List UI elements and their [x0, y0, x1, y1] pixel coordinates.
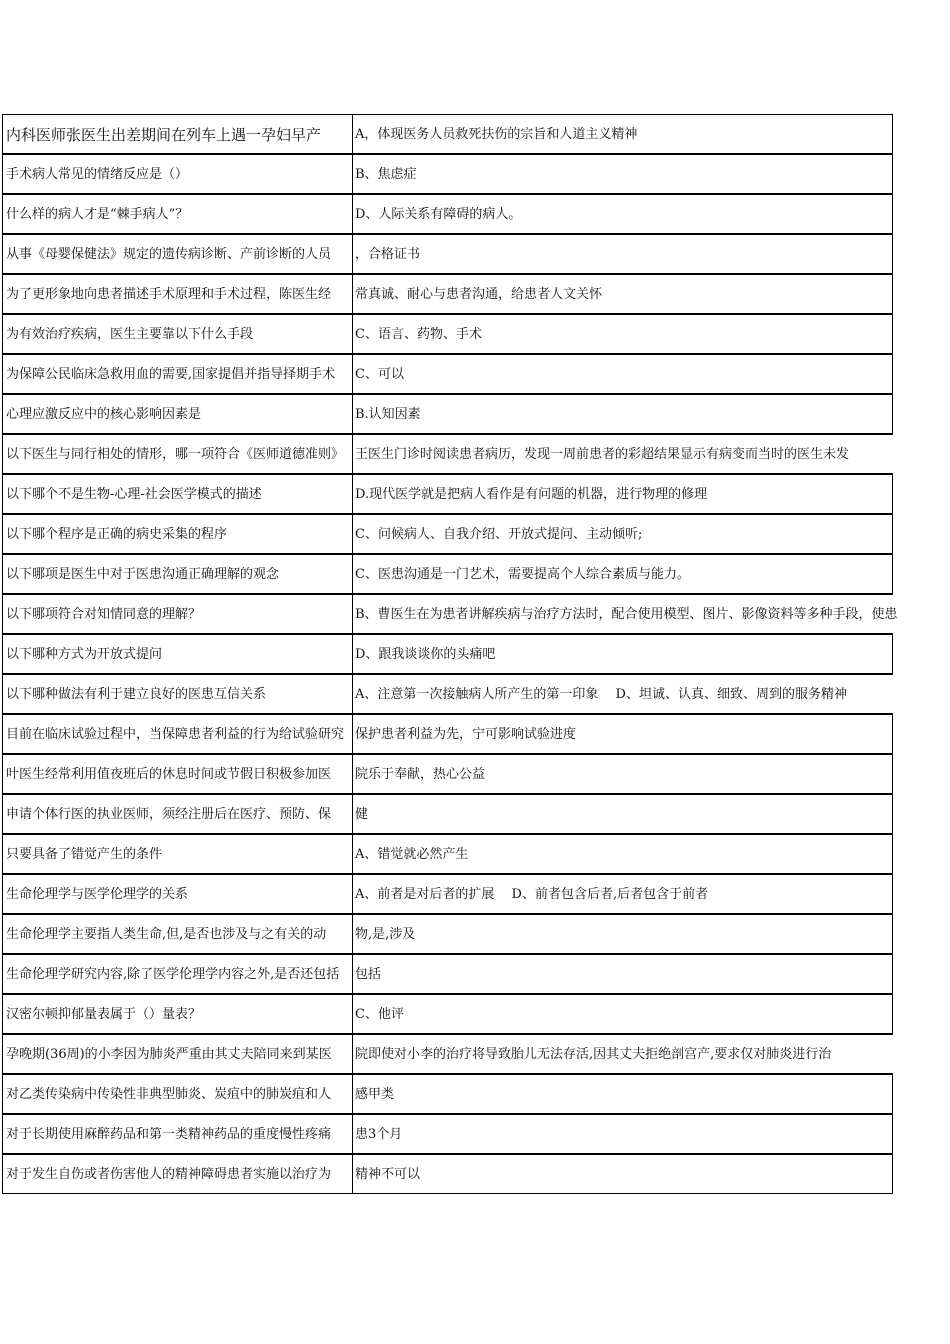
question-cell: 孕晚期(36周)的小李因为肺炎严重由其丈夫陪同来到某医: [2, 1034, 352, 1074]
answer-cell: C、医患沟通是一门艺术，需要提高个人综合素质与能力。: [352, 554, 893, 594]
question-cell: 目前在临床试验过程中，当保障患者利益的行为给试验研究: [2, 714, 352, 754]
question-cell: 内科医师张医生出差期间在列车上遇一孕妇早产: [2, 114, 352, 154]
table-row: [2, 514, 950, 554]
answer-cell: C、语言、药物、手术: [352, 314, 893, 354]
answer-cell: C、可以: [352, 354, 893, 394]
question-cell: 对乙类传染病中传染性非典型肺炎、炭疽中的肺炭疽和人: [2, 1074, 352, 1114]
answer-cell: A、前者是对后者的扩展 D、前者包含后者,后者包含于前者: [352, 874, 893, 914]
table-row: [2, 154, 950, 194]
question-cell: 心理应激反应中的核心影响因素是: [2, 394, 352, 434]
answer-cell: C、问候病人、自我介绍、开放式提问、主动倾听;: [352, 514, 893, 554]
question-cell: 以下哪项符合对知情同意的理解？: [2, 594, 352, 634]
question-cell: 对于长期使用麻醉药品和第一类精神药品的重度慢性疼痛: [2, 1114, 352, 1154]
table-row: [2, 1034, 950, 1074]
table-row: [2, 554, 950, 594]
answer-cell: 包括: [352, 954, 893, 994]
answer-cell: A、错觉就必然产生: [352, 834, 893, 874]
question-cell: 汉密尔顿抑郁量表属于（）量表？: [2, 994, 352, 1034]
answer-cell: B、曹医生在为患者讲解疾病与治疗方法时，配合使用模型、图片、影像资料等多种手段，使患: [352, 594, 893, 634]
question-cell: 什么样的病人才是“棘手病人”？: [2, 194, 352, 234]
table-row: [2, 474, 950, 514]
answer-cell: 院乐于奉献，热心公益: [352, 754, 893, 794]
answer-cell: C、他评: [352, 994, 893, 1034]
answer-cell: 物,是,涉及: [352, 914, 893, 954]
question-cell: 对于发生自伤或者伤害他人的精神障碍患者实施以治疗为: [2, 1154, 352, 1194]
table-row: [2, 914, 950, 954]
table-row: [2, 234, 950, 274]
question-cell: 为了更形象地向患者描述手术原理和手术过程，陈医生经: [2, 274, 352, 314]
table-row: [2, 954, 950, 994]
table-row: [2, 194, 950, 234]
table-row: [2, 1074, 950, 1114]
answer-cell: 精神不可以: [352, 1154, 893, 1194]
answer-cell: D、人际关系有障碍的病人。: [352, 194, 893, 234]
answer-cell: D、跟我谈谈你的头痛吧: [352, 634, 893, 674]
table-row: [2, 1154, 950, 1194]
table-row: [2, 394, 950, 434]
table-row: [2, 714, 950, 754]
answer-cell: 院即使对小李的治疗将导致胎儿无法存活,因其丈夫拒绝剖宫产,要求仅对肺炎进行治: [352, 1034, 893, 1074]
table-row: [2, 434, 950, 474]
question-cell: 生命伦理学研究内容,除了医学伦理学内容之外,是否还包括: [2, 954, 352, 994]
question-cell: 申请个体行医的执业医师，须经注册后在医疗、预防、保: [2, 794, 352, 834]
question-cell: 以下哪个不是生物-心理-社会医学模式的描述: [2, 474, 352, 514]
answer-cell: A，体现医务人员救死扶伤的宗旨和人道主义精神: [352, 114, 893, 154]
answer-cell: 健: [352, 794, 893, 834]
answer-cell: 患3个月: [352, 1114, 893, 1154]
question-answer-table: [2, 114, 950, 1192]
question-cell: 以下哪种方式为开放式提问: [2, 634, 352, 674]
table-row: [2, 354, 950, 394]
table-row: [2, 634, 950, 674]
question-cell: 以下哪种做法有利于建立良好的医患互信关系: [2, 674, 352, 714]
table-row: [2, 314, 950, 354]
table-row: [2, 794, 950, 834]
table-row: [2, 674, 950, 714]
question-cell: 以下哪项是医生中对于医患沟通正确理解的观念: [2, 554, 352, 594]
question-cell: 生命伦理学与医学伦理学的关系: [2, 874, 352, 914]
table-row: [2, 114, 950, 154]
question-cell: 从事《母婴保健法》规定的遗传病诊断、产前诊断的人员: [2, 234, 352, 274]
question-cell: 以下哪个程序是正确的病史采集的程序: [2, 514, 352, 554]
answer-cell: 常真诚、耐心与患者沟通，给患者人文关怀: [352, 274, 893, 314]
table-row: [2, 994, 950, 1034]
question-cell: 为保障公民临床急救用血的需要,国家提倡并指导择期手术: [2, 354, 352, 394]
answer-cell: B、焦虑症: [352, 154, 893, 194]
question-cell: 生命伦理学主要指人类生命,但,是否也涉及与之有关的动: [2, 914, 352, 954]
table-row: [2, 754, 950, 794]
answer-cell: ，合格证书: [352, 234, 893, 274]
answer-cell: D.现代医学就是把病人看作是有问题的机器，进行物理的修理: [352, 474, 893, 514]
table-row: [2, 874, 950, 914]
answer-cell: 王医生门诊时阅读患者病历，发现一周前患者的彩超结果显示有病变而当时的医生未发: [352, 434, 893, 474]
table-row: [2, 834, 950, 874]
answer-cell: A、注意第一次接触病人所产生的第一印象 D、坦诚、认真、细致、周到的服务精神: [352, 674, 893, 714]
answer-cell: 感甲类: [352, 1074, 893, 1114]
table-row: [2, 1114, 950, 1154]
table-row: [2, 274, 950, 314]
question-cell: 叶医生经常利用值夜班后的休息时间或节假日积极参加医: [2, 754, 352, 794]
answer-cell: 保护患者利益为先，宁可影响试验进度: [352, 714, 893, 754]
table-row: [2, 594, 950, 634]
question-cell: 以下医生与同行相处的情形，哪一项符合《医师道德准则》: [2, 434, 352, 474]
question-cell: 为有效治疗疾病，医生主要靠以下什么手段: [2, 314, 352, 354]
answer-cell: B.认知因素: [352, 394, 893, 434]
question-cell: 手术病人常见的情绪反应是（）: [2, 154, 352, 194]
question-cell: 只要具备了错觉产生的条件: [2, 834, 352, 874]
